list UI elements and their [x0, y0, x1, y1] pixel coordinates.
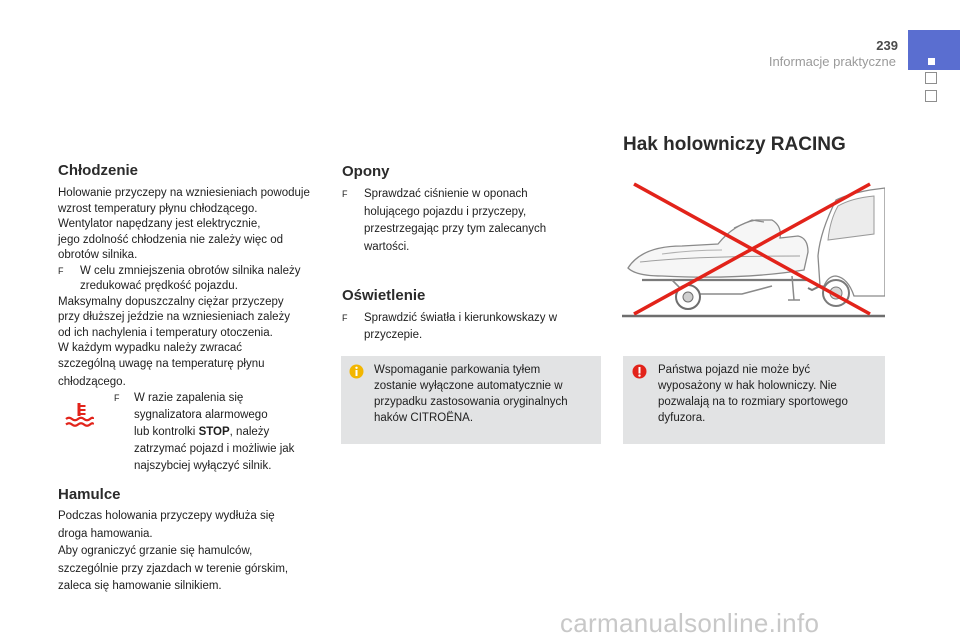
lighting-heading: Oświetlenie — [342, 287, 426, 304]
lighting-text — [342, 310, 614, 344]
cooling-heading: Chłodzenie — [58, 162, 139, 179]
warning-note-box — [623, 356, 885, 444]
text-line: Wentylator napędzany jest elektrycznie, — [58, 218, 261, 230]
towbar-heading: Hak holowniczy RACING — [623, 134, 846, 155]
bullet-icon: F — [342, 313, 348, 323]
text-line — [134, 424, 344, 441]
text-fragment: , należy — [229, 426, 270, 438]
text-line: Państwa pojazd nie może być — [658, 364, 811, 376]
text-line: holującego pojazdu i przyczepy, — [364, 205, 527, 218]
bullet-icon: F — [58, 265, 64, 276]
text-line: przyczepie. — [364, 329, 423, 341]
bullet-item — [58, 264, 328, 295]
stop-label: STOP — [198, 426, 230, 438]
text-line: najszybciej wyłączyć silnik. — [134, 460, 272, 472]
warning-icon — [632, 364, 647, 379]
text-line: W celu zmniejszenia obrotów silnika należy — [80, 264, 301, 277]
text-line: Podczas holowania przyczepy wydłuża się — [58, 510, 275, 522]
text-line: zatrzymać pojazd i możliwie jak — [134, 443, 295, 455]
text-line: droga hamowania. — [58, 527, 153, 540]
bullet-icon: F — [114, 393, 120, 403]
text-line: jego zdolność chłodzenia nie zależy więc od — [58, 233, 284, 246]
text-line: przypadku zastosowania oryginalnych — [374, 396, 568, 408]
info-note-box — [341, 356, 601, 444]
text-line: obrotów silnika. — [58, 249, 138, 261]
text-line: Aby ograniczyć grzanie się hamulców, — [58, 545, 253, 557]
text-line: Maksymalny dopuszczalny ciężar przyczepy — [58, 295, 284, 308]
tyres-text — [342, 186, 614, 256]
text-line: zostanie wyłączone automatycznie w — [374, 380, 563, 392]
text-line: chłodzącego. — [58, 376, 126, 388]
text-line: Sprawdzić światła i kierunkowskazy w — [364, 312, 558, 324]
watermark: carmanualsonline.info — [560, 608, 820, 638]
text-line: W każdym wypadku należy zwracać — [58, 342, 243, 354]
section-title: Informacje praktyczne — [768, 54, 896, 69]
text-line: wzrost temperatury płynu chłodzącego. — [58, 202, 258, 215]
warning-note-text — [658, 362, 848, 426]
text-line: Holowanie przyczepy na wzniesieniach powoduje — [58, 187, 310, 199]
text-line: sygnalizatora alarmowego — [134, 409, 268, 421]
page-number: 239 — [876, 38, 898, 53]
brakes-text — [58, 508, 328, 596]
cooling-text — [58, 186, 328, 391]
info-note-text — [374, 362, 568, 426]
text-line: dyfuzora. — [658, 412, 706, 424]
section-tab[interactable] — [925, 90, 937, 102]
brakes-heading: Hamulce — [58, 486, 121, 503]
jet-ski-trailer-crossed-out-illustration — [622, 176, 885, 322]
coolant-warning-text — [114, 390, 344, 475]
coolant-temperature-warning-icon — [64, 402, 94, 428]
text-line: od ich nachylenia i temperatury otoczenia. — [58, 326, 273, 339]
tab-marker — [928, 58, 935, 65]
text-line: Wspomaganie parkowania tyłem — [374, 364, 541, 376]
text-line: zredukować prędkość pojazdu. — [80, 280, 238, 292]
section-tab[interactable] — [925, 72, 937, 84]
text-line: Sprawdzać ciśnienie w oponach — [364, 188, 528, 200]
info-icon — [349, 364, 364, 379]
text-line: W razie zapalenia się — [134, 392, 244, 404]
tyres-heading: Opony — [342, 163, 390, 180]
text-line: wyposażony w hak holowniczy. Nie — [658, 380, 837, 392]
text-line: przestrzegając przy tym zalecanych — [364, 223, 547, 235]
bullet-icon: F — [342, 189, 348, 199]
text-line: zaleca się hamowanie silnikiem. — [58, 580, 222, 592]
text-line: szczególnie przy zjazdach w terenie górskim, — [58, 562, 289, 575]
text-line: pozwalają na to rozmiary sportowego — [658, 396, 848, 408]
text-line: szczególną uwagę na temperaturę płynu — [58, 357, 265, 370]
text-line: haków CITROËNA. — [374, 412, 474, 424]
text-line: przy dłuższej jeździe na wzniesieniach zależy — [58, 311, 291, 323]
text-fragment: lub kontrolki — [134, 426, 199, 438]
text-line: wartości. — [364, 240, 410, 253]
